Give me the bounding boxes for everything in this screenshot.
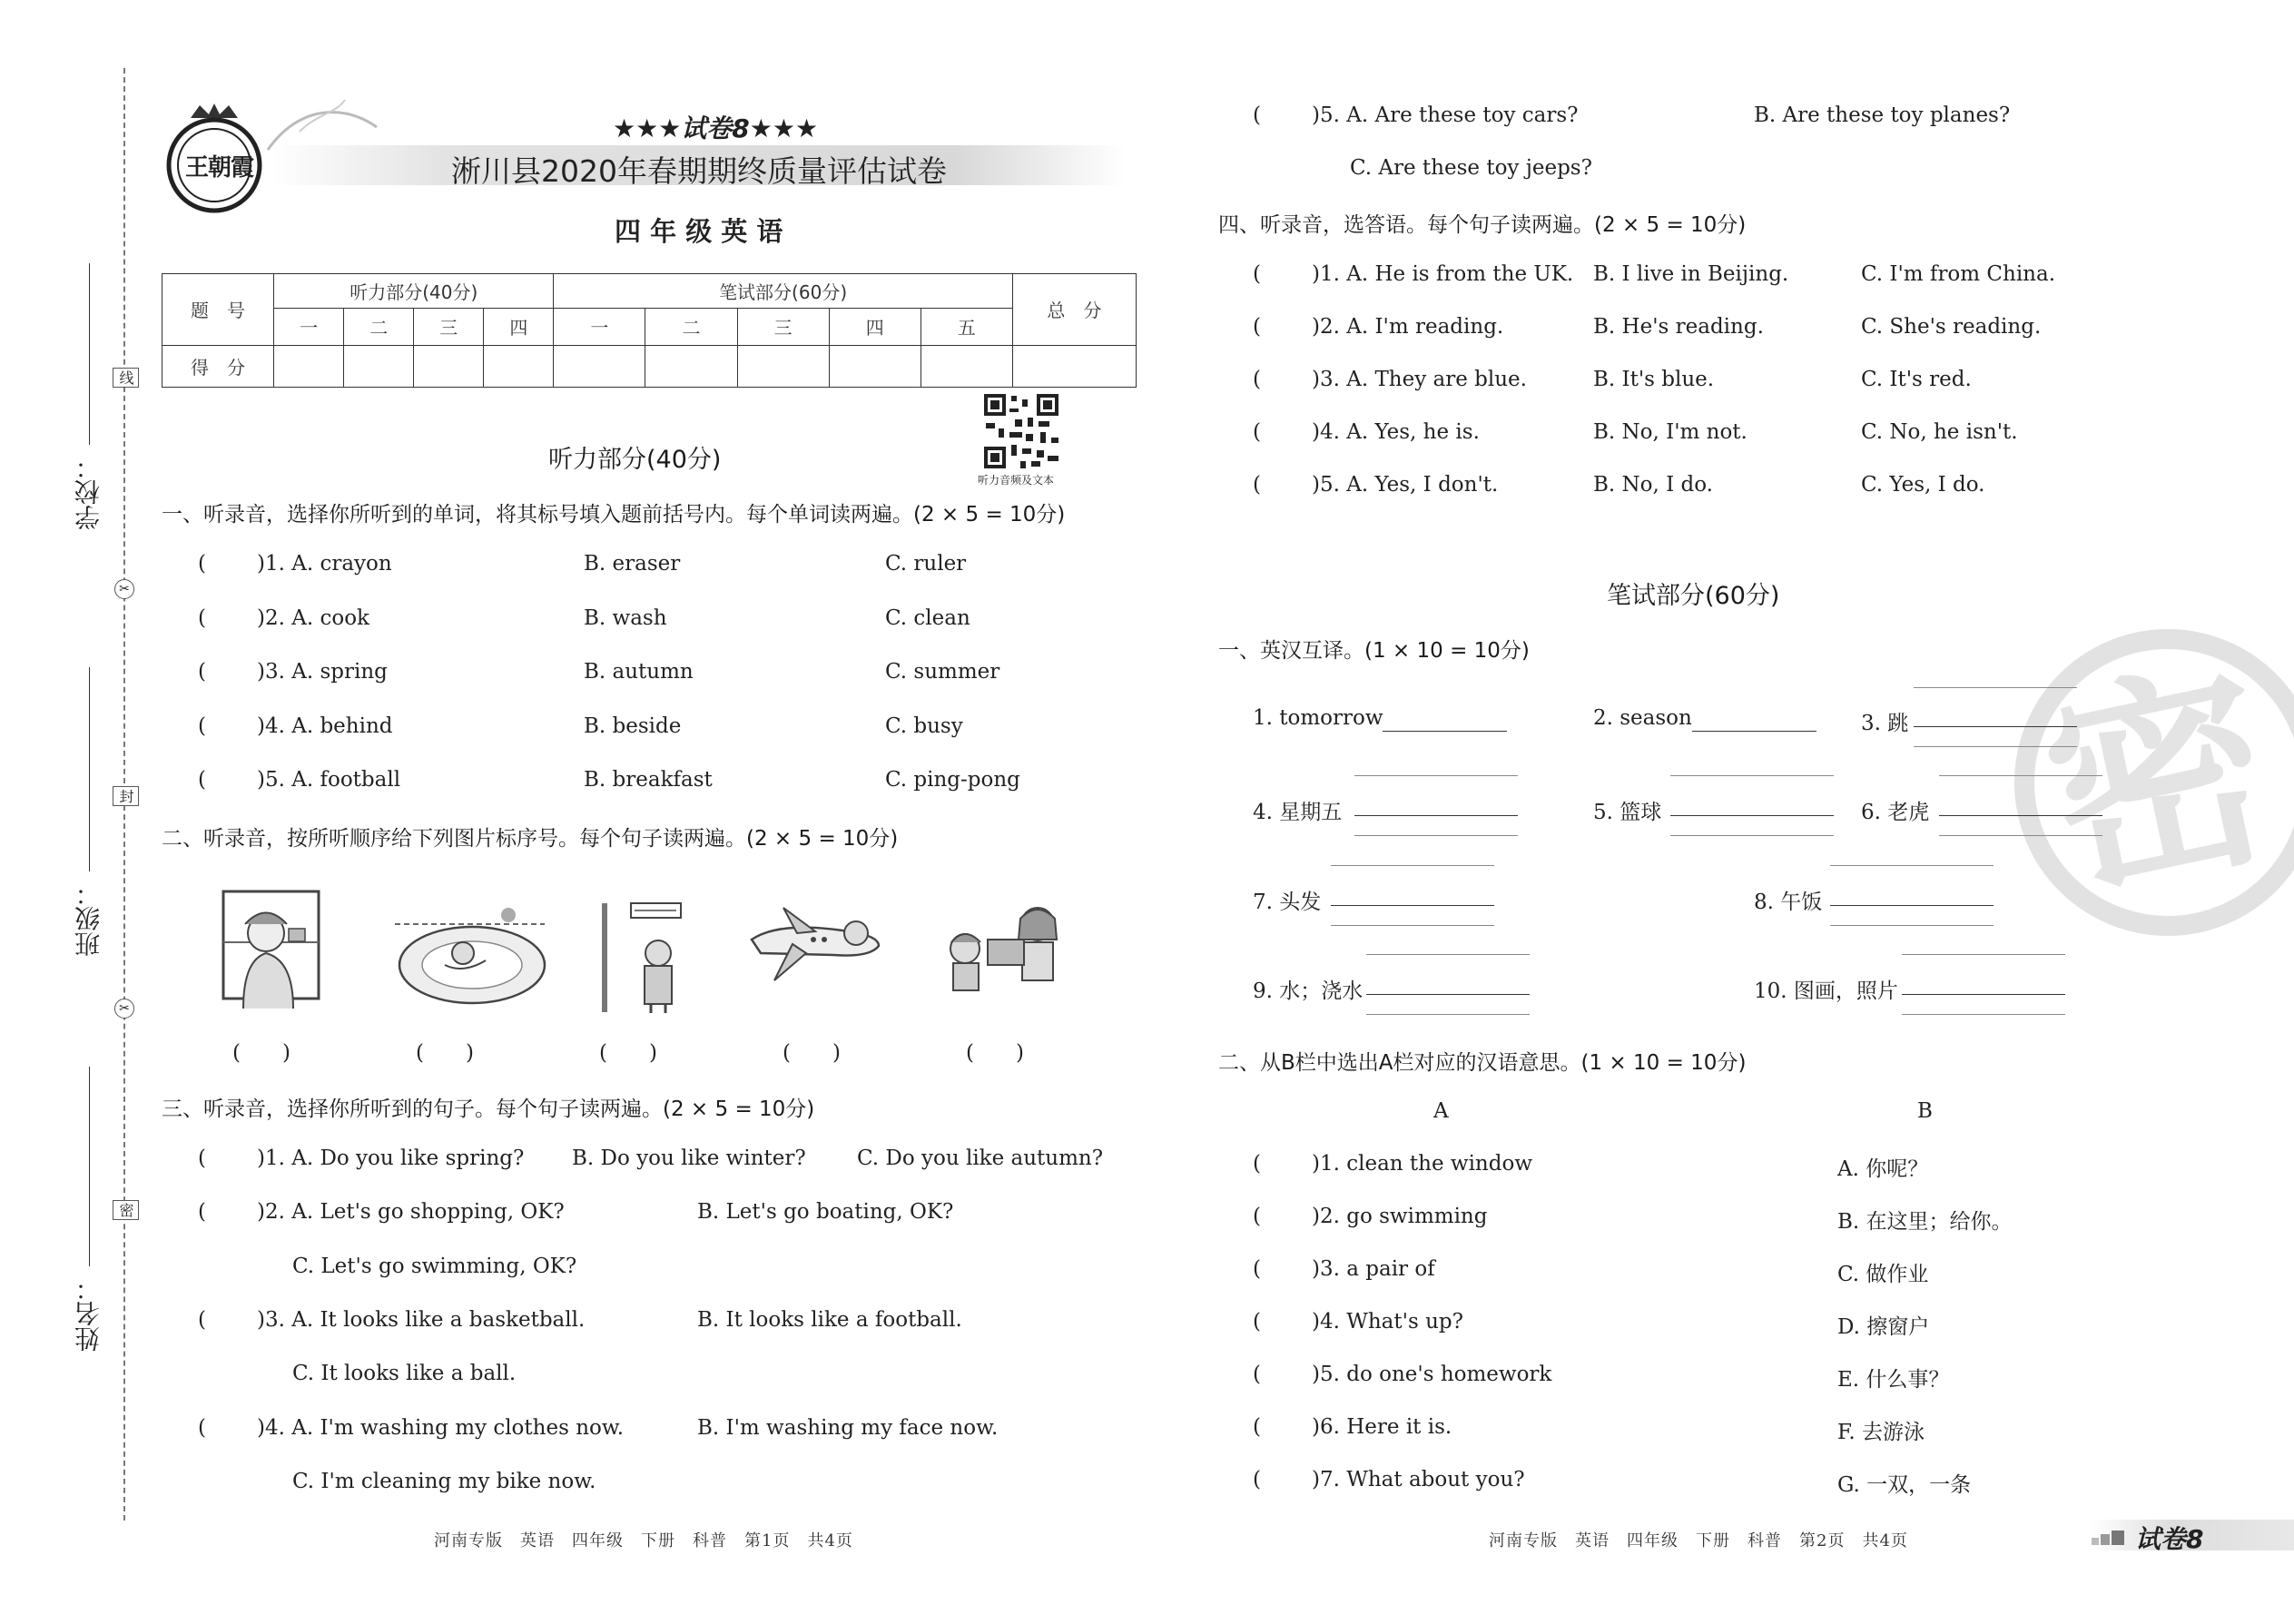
column-b-header: B (1917, 1099, 1933, 1123)
translation-item: 3. 跳 (1861, 712, 1909, 735)
picture-answer-blank[interactable]: ( ) (783, 1041, 841, 1065)
translation-item: 5. 篮球 (1593, 801, 1662, 824)
answer-paren[interactable]: ( (198, 1416, 206, 1440)
school-label: 学校： (74, 454, 103, 530)
option-a: )1. A. Do you like spring? (257, 1147, 525, 1170)
guide-line (1670, 775, 1834, 776)
option-b: B. No, I'm not. (1593, 420, 1748, 444)
score-cell[interactable] (414, 345, 484, 387)
option-b: B. Let's go boating, OK? (697, 1200, 954, 1224)
answer-paren[interactable]: ( (198, 768, 206, 792)
option-b: B. beside (584, 714, 682, 738)
col-header: 二 (344, 309, 414, 345)
option-a: )2. A. Let's go shopping, OK? (257, 1200, 565, 1224)
school-field-line[interactable] (89, 263, 90, 445)
binding-mark-feng: 封 (113, 786, 139, 806)
guide-line (1830, 865, 1994, 866)
option-b: B. It's blue. (1593, 368, 1715, 391)
option-c: C. busy (885, 714, 963, 738)
answer-paren[interactable]: ( (1253, 103, 1261, 127)
answer-paren[interactable]: ( (198, 606, 206, 630)
picture-answer-blank[interactable]: ( ) (416, 1041, 474, 1065)
answer-line[interactable] (1366, 994, 1530, 995)
exam-subtitle: 四 年 级 英 语 (615, 216, 783, 247)
qr-caption: 听力音频及文本 (978, 474, 1055, 487)
match-b-item: C. 做作业 (1837, 1263, 1929, 1286)
answer-paren[interactable]: ( (1253, 1468, 1261, 1491)
answer-paren[interactable]: ( (1253, 473, 1261, 497)
option-b: B. He's reading. (1593, 315, 1764, 339)
option-c: C. ping-pong (885, 768, 1020, 792)
listening-title: 听力部分(40分) (548, 446, 722, 474)
answer-paren[interactable]: ( (198, 1147, 206, 1170)
answer-line[interactable] (1331, 905, 1494, 906)
brand-logo-text: 王朝霞 (185, 154, 254, 182)
score-cell[interactable] (1012, 345, 1136, 387)
scissors-icon: ✂ (114, 999, 134, 1019)
translation-item: 2. season (1593, 706, 1692, 730)
option-b: B. I live in Beijing. (1593, 262, 1789, 286)
title-ribbon-swirl (263, 95, 381, 159)
option-b: B. eraser (584, 552, 681, 576)
option-c: C. No, he isn't. (1861, 420, 2018, 444)
option-c: C. I'm cleaning my bike now. (292, 1470, 596, 1493)
answer-paren[interactable]: ( (198, 1200, 206, 1224)
writing-header: 笔试部分(60分) (554, 274, 1012, 309)
window-cleaning-picture (216, 888, 330, 1009)
part3-heading: 三、听录音，选择你所听到的句子。每个句子读两遍。(2 × 5 = 10分) (162, 1097, 815, 1121)
option-c: C. Do you like autumn? (857, 1147, 1104, 1170)
match-a-item: )2. go swimming (1312, 1205, 1488, 1228)
name-label: 姓名： (74, 1275, 103, 1352)
answer-paren[interactable]: ( (198, 552, 206, 576)
match-a-item: )4. What's up? (1312, 1310, 1463, 1334)
answer-paren[interactable]: ( (1253, 1363, 1261, 1386)
answer-line[interactable] (1692, 731, 1816, 732)
footer-right: 河南专版 英语 四年级 下册 科普 第2页 共4页 (1489, 1531, 1908, 1550)
match-b-item: G. 一双，一条 (1837, 1473, 1972, 1497)
answer-line[interactable] (1354, 815, 1518, 816)
guide-line (1354, 835, 1518, 836)
answer-paren[interactable]: ( (198, 660, 206, 684)
part1-heading: 一、听录音，选择你所听到的单词，将其标号填入题前括号内。每个单词读两遍。(2 × 5 = 10分) (162, 503, 1066, 527)
answer-paren[interactable]: ( (198, 1308, 206, 1332)
option-c: C. summer (885, 660, 1000, 684)
option-c: C. clean (885, 606, 970, 630)
option-b: B. breakfast (584, 768, 713, 792)
option-b: B. Do you like winter? (572, 1147, 806, 1170)
guide-line (1366, 1014, 1530, 1015)
option-a: )2. A. I'm reading. (1312, 315, 1504, 339)
answer-paren[interactable]: ( (1253, 1415, 1261, 1439)
match-b-item: D. 擦窗户 (1837, 1315, 1930, 1339)
col-header: 三 (737, 309, 829, 345)
option-b: B. I'm washing my face now. (697, 1416, 999, 1440)
option-c: C. Let's go swimming, OK? (292, 1255, 577, 1278)
translation-item: 4. 星期五 (1253, 801, 1343, 824)
option-a: )4. A. Yes, he is. (1312, 420, 1480, 444)
guide-line (1830, 925, 1994, 926)
translation-item: 7. 头发 (1253, 891, 1322, 914)
option-c: C. Yes, I do. (1861, 473, 1985, 497)
match-a-item: )3. a pair of (1312, 1257, 1435, 1281)
scissors-icon: ✂ (114, 579, 134, 599)
total-header: 总 分 (1012, 274, 1136, 346)
option-a: )4. A. behind (257, 714, 393, 738)
guide-line (1366, 954, 1530, 955)
score-cell[interactable] (737, 345, 829, 387)
answer-paren[interactable]: ( (1253, 262, 1261, 286)
col-header: 三 (414, 309, 484, 345)
option-a: )4. A. I'm washing my clothes now. (257, 1416, 625, 1440)
binding-mark-mi: 密 (113, 1200, 139, 1220)
answer-line[interactable] (1902, 994, 2065, 995)
translation-item: 10. 图画，照片 (1754, 979, 1898, 1003)
match-b-item: E. 什么事？ (1837, 1368, 1950, 1392)
option-a: )3. A. spring (257, 660, 388, 684)
option-c: C. She's reading. (1861, 315, 2042, 339)
option-b: B. autumn (584, 660, 694, 684)
option-a: )1. A. He is from the UK. (1312, 262, 1574, 286)
translation-item: 8. 午饭 (1754, 891, 1823, 914)
name-field-line[interactable] (89, 1067, 90, 1266)
score-table (162, 273, 1137, 388)
answer-paren[interactable]: ( (1253, 315, 1261, 339)
answer-line[interactable] (1383, 731, 1507, 732)
option-c: C. ruler (885, 552, 967, 576)
answer-paren[interactable]: ( (198, 714, 206, 738)
score-cell[interactable] (921, 345, 1012, 387)
qr-code[interactable] (982, 392, 1060, 470)
answer-paren[interactable]: ( (1253, 1257, 1261, 1281)
answer-line[interactable] (1939, 815, 2102, 816)
guide-line (1914, 687, 2077, 688)
footer-badge-squares (2092, 1530, 2128, 1545)
col-header: 四 (484, 309, 554, 345)
option-a: )5. A. Are these toy cars? (1312, 103, 1579, 127)
option-c: C. I'm from China. (1861, 262, 2056, 286)
answer-paren[interactable]: ( (1253, 1310, 1261, 1334)
score-cell[interactable] (829, 345, 921, 387)
option-a: )5. A. football (257, 768, 401, 792)
score-row-label: 得 分 (162, 345, 274, 387)
guide-line (1331, 925, 1494, 926)
option-a: )2. A. cook (257, 606, 369, 630)
score-cell[interactable] (554, 345, 645, 387)
option-b: B. It looks like a football. (697, 1308, 962, 1332)
listening-header: 听力部分(40分) (274, 274, 554, 309)
watermark-seal (2013, 628, 2294, 937)
guide-line (1939, 835, 2102, 836)
swimming-picture (390, 888, 549, 1010)
picture-answer-blank[interactable]: ( ) (966, 1041, 1024, 1065)
match-a-item: )5. do one's homework (1312, 1363, 1552, 1386)
part4-heading: 四、听录音，选答语。每个句子读两遍。(2 × 5 = 10分) (1218, 213, 1747, 237)
option-b: B. wash (584, 606, 667, 630)
translation-item: 1. tomorrow (1253, 706, 1383, 730)
guide-line (1902, 954, 2065, 955)
translation-item: 9. 水；浇水 (1253, 979, 1364, 1003)
option-b: B. Are these toy planes? (1754, 103, 2011, 127)
guide-line (1939, 775, 2102, 776)
score-cell[interactable] (274, 345, 344, 387)
option-c: C. Are these toy jeeps? (1350, 156, 1592, 180)
match-b-item: B. 在这里；给你。 (1837, 1210, 2013, 1234)
shopping-picture (933, 899, 1069, 1006)
option-a: )3. A. It looks like a basketball. (257, 1308, 586, 1332)
answer-paren[interactable]: ( (1253, 1152, 1261, 1176)
bus-stop-picture (595, 899, 685, 1015)
col-header: 一 (554, 309, 645, 345)
exam-title: 淅川县2020年春期期终质量评估试卷 (451, 153, 947, 189)
binding-mark-xian: 线 (113, 368, 139, 388)
match-b-item: F. 去游泳 (1837, 1421, 1925, 1444)
answer-paren[interactable]: ( (1253, 420, 1261, 444)
picture-answer-blank[interactable]: ( ) (232, 1041, 290, 1065)
guide-line (1670, 835, 1834, 836)
option-a: )1. A. crayon (257, 552, 392, 576)
guide-line (1354, 775, 1518, 776)
match-a-item: )1. clean the window (1312, 1152, 1533, 1176)
class-field-line[interactable] (89, 667, 90, 871)
series-label: ★★★试卷8★★★ (613, 113, 819, 143)
writing-part2-heading: 二、从B栏中选出A栏对应的汉语意思。(1 × 10 = 10分) (1218, 1051, 1747, 1075)
footer-left: 河南专版 英语 四年级 下册 科普 第1页 共4页 (434, 1531, 853, 1550)
airplane-picture (743, 899, 888, 985)
match-a-item: )7. What about you? (1312, 1468, 1525, 1491)
translation-item: 6. 老虎 (1861, 801, 1930, 824)
answer-line[interactable] (1914, 726, 2077, 727)
option-a: )3. A. They are blue. (1312, 368, 1527, 391)
col-header: 五 (921, 309, 1012, 345)
brand-logo (163, 102, 265, 215)
column-a-header: A (1433, 1099, 1449, 1123)
picture-answer-blank[interactable]: ( ) (599, 1041, 657, 1065)
option-c: C. It looks like a ball. (292, 1362, 517, 1385)
watermark-seal-text: 密 (2025, 635, 2292, 930)
col-header: 四 (829, 309, 921, 345)
option-c: C. It's red. (1861, 368, 1972, 391)
col-header: 一 (274, 309, 344, 345)
match-b-item: A. 你呢？ (1837, 1157, 1929, 1181)
answer-line[interactable] (1830, 905, 1994, 906)
guide-line (1914, 746, 2077, 747)
guide-line (1331, 865, 1494, 866)
guide-line (1902, 1014, 2065, 1015)
writing-part1-heading: 一、英汉互译。(1 × 10 = 10分) (1218, 639, 1530, 663)
col-header: 二 (645, 309, 737, 345)
class-label: 班级： (74, 881, 103, 957)
footer-badge: 试卷8 (2135, 1524, 2204, 1554)
part2-heading: 二、听录音，按所听顺序给下列图片标序号。每个句子读两遍。(2 × 5 = 10分) (162, 827, 899, 851)
answer-line[interactable] (1670, 815, 1834, 816)
score-cell[interactable] (344, 345, 414, 387)
score-cell[interactable] (645, 345, 737, 387)
option-a: )5. A. Yes, I don't. (1312, 473, 1499, 497)
score-row-label: 题 号 (162, 274, 274, 346)
answer-paren[interactable]: ( (1253, 1205, 1261, 1228)
answer-paren[interactable]: ( (1253, 368, 1261, 391)
writing-title: 笔试部分(60分) (1607, 582, 1780, 610)
option-b: B. No, I do. (1593, 473, 1713, 497)
match-a-item: )6. Here it is. (1312, 1415, 1452, 1439)
score-cell[interactable] (484, 345, 554, 387)
